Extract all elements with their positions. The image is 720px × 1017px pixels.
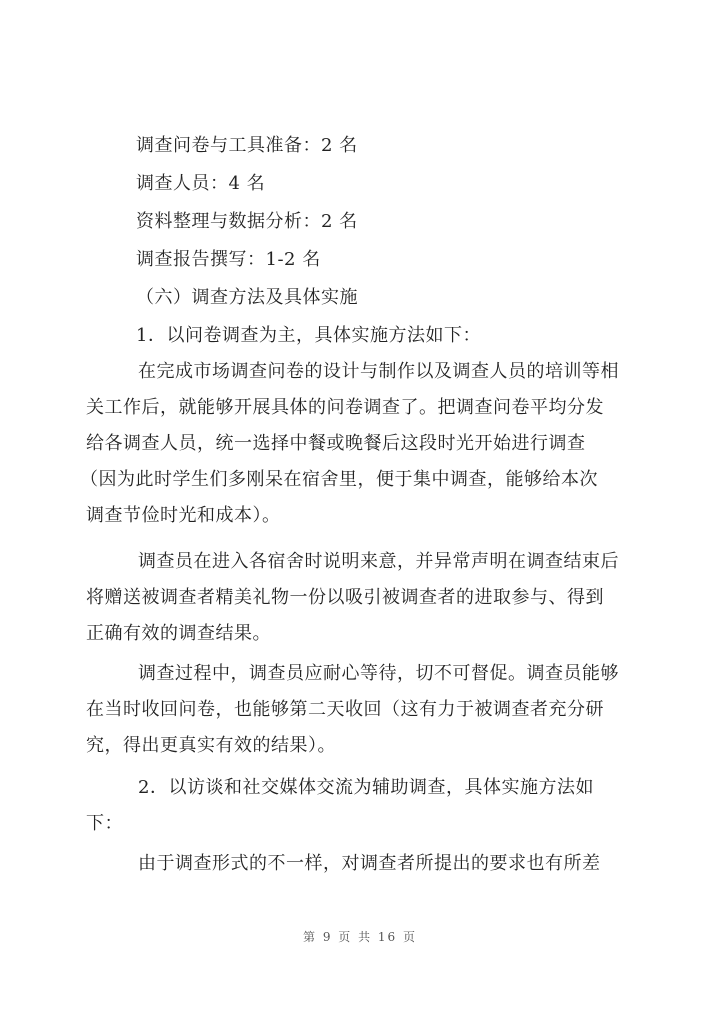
paragraph-3 bbox=[86, 656, 634, 764]
text-line: 在当时收回问卷，也能够第二天收回（这有力于被调查者充分研 bbox=[86, 699, 604, 720]
text-line: 调查过程中，调查员应耐心等待，切不可督促。调查员能够 bbox=[138, 663, 619, 684]
text-line: 关工作后，就能够开展具体的问卷调查了。把调查问卷平均分发 bbox=[86, 397, 604, 418]
subsection-heading: 1．以问卷调查为主，具体实施方法如下： bbox=[136, 325, 481, 346]
text-line: 调查报告撰写：1-2 名 bbox=[136, 249, 321, 270]
paragraph-2 bbox=[86, 544, 634, 652]
text-line: 调查节俭时光和成本）。 bbox=[86, 505, 281, 526]
paragraph-5 bbox=[134, 846, 634, 882]
section-heading: （六）调查方法及具体实施 bbox=[136, 287, 358, 308]
paragraph-1 bbox=[80, 354, 634, 534]
text-line: 调查人员：4 名 bbox=[136, 173, 266, 194]
text-line: 调查员在进入各宿舍时说明来意，并异常声明在调查结束后 bbox=[138, 551, 619, 572]
text-line: 在完成市场调查问卷的设计与制作以及调查人员的培训等相 bbox=[138, 361, 619, 382]
text-line: 资料整理与数据分析：2 名 bbox=[136, 211, 358, 232]
text-line: 给各调查人员，统一选择中餐或晚餐后这段时光开始进行调查 bbox=[86, 433, 586, 454]
text-line: 调查问卷与工具准备：2 名 bbox=[136, 135, 358, 156]
text-line: 究，得出更真实有效的结果）。 bbox=[86, 735, 336, 756]
text-line: 下： bbox=[86, 813, 123, 834]
text-line: 正确有效的调查结果。 bbox=[86, 623, 271, 644]
text-line: 由于调查形式的不一样，对调查者所提出的要求也有所差 bbox=[138, 853, 601, 874]
text-line: 2．以访谈和社交媒体交流为辅助调查，具体实施方法如 bbox=[138, 777, 594, 798]
text-line: 将赠送被调查者精美礼物一份以吸引被调查者的进取参与、得到 bbox=[86, 587, 604, 608]
paragraph-4 bbox=[86, 770, 634, 842]
text-line: （因为此时学生们多刚呆在宿舍里，便于集中调查，能够给本次 bbox=[80, 469, 598, 490]
page-footer: 第 9 页 共 16 页 bbox=[303, 930, 417, 944]
